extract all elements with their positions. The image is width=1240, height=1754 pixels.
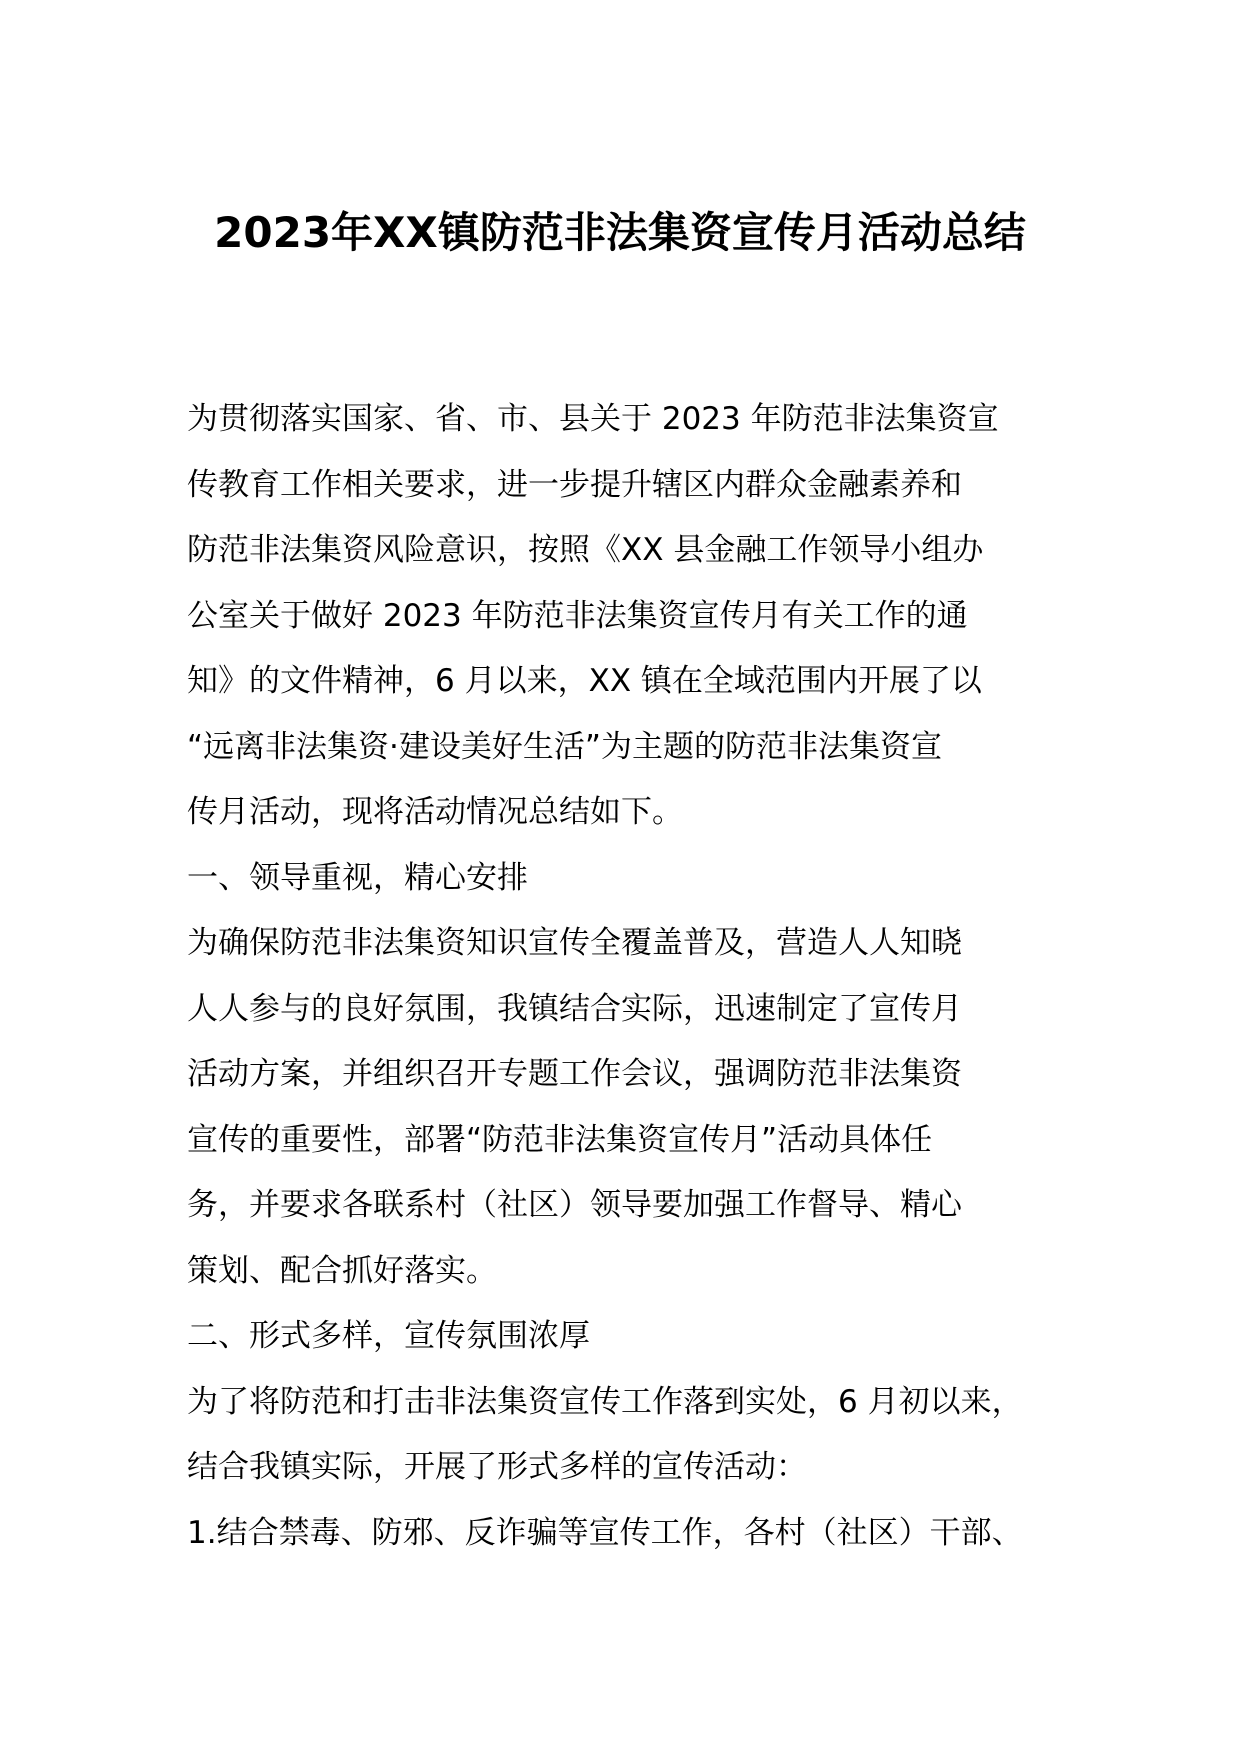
paragraph-line: 宣传的重要性，部署“防范非法集资宣传月”活动具体任 [187, 1121, 933, 1158]
paragraph-line: 防范非法集资风险意识，按照《XX 县金融工作领导小组办 [187, 532, 984, 568]
paragraph-line: 为贯彻落实国家、省、市、县关于 2023 年防范非法集资宣 [187, 401, 999, 437]
paragraph-line: 结合我镇实际，开展了形式多样的宣传活动： [187, 1449, 807, 1485]
paragraph-line: 务，并要求各联系村（社区）领导要加强工作督导、精心 [187, 1187, 962, 1223]
paragraph-line: 知》的文件精神，6 月以来，XX 镇在全域范围内开展了以 [187, 663, 982, 699]
paragraph-line: 1.结合禁毒、防邪、反诈骗等宣传工作，各村（社区）干部、 [187, 1514, 1023, 1551]
document-title: 2023年XX镇防范非法集资宣传月活动总结 [214, 208, 1026, 257]
paragraph-line: 公室关于做好 2023 年防范非法集资宣传月有关工作的通 [187, 597, 968, 634]
section-heading: 一、领导重视，精心安排 [187, 859, 528, 896]
paragraph-line: 活动方案，并组织召开专题工作会议，强调防范非法集资 [187, 1056, 962, 1092]
paragraph-line: “远离非法集资·建设美好生活”为主题的防范非法集资宣 [187, 728, 942, 765]
paragraph-line: 为确保防范非法集资知识宣传全覆盖普及，营造人人知晓 [187, 925, 962, 961]
paragraph-line: 为了将防范和打击非法集资宣传工作落到实处，6 月初以来， [187, 1383, 1023, 1420]
paragraph-line: 人人参与的良好氛围，我镇结合实际，迅速制定了宣传月 [187, 990, 962, 1027]
paragraph-line: 传月活动，现将活动情况总结如下。 [187, 794, 683, 830]
document-body [187, 387, 1067, 1566]
section-heading: 二、形式多样，宣传氛围浓厚 [187, 1318, 590, 1354]
paragraph-line: 传教育工作相关要求，进一步提升辖区内群众金融素养和 [187, 466, 962, 503]
paragraph-line: 策划、配合抓好落实。 [187, 1252, 497, 1289]
